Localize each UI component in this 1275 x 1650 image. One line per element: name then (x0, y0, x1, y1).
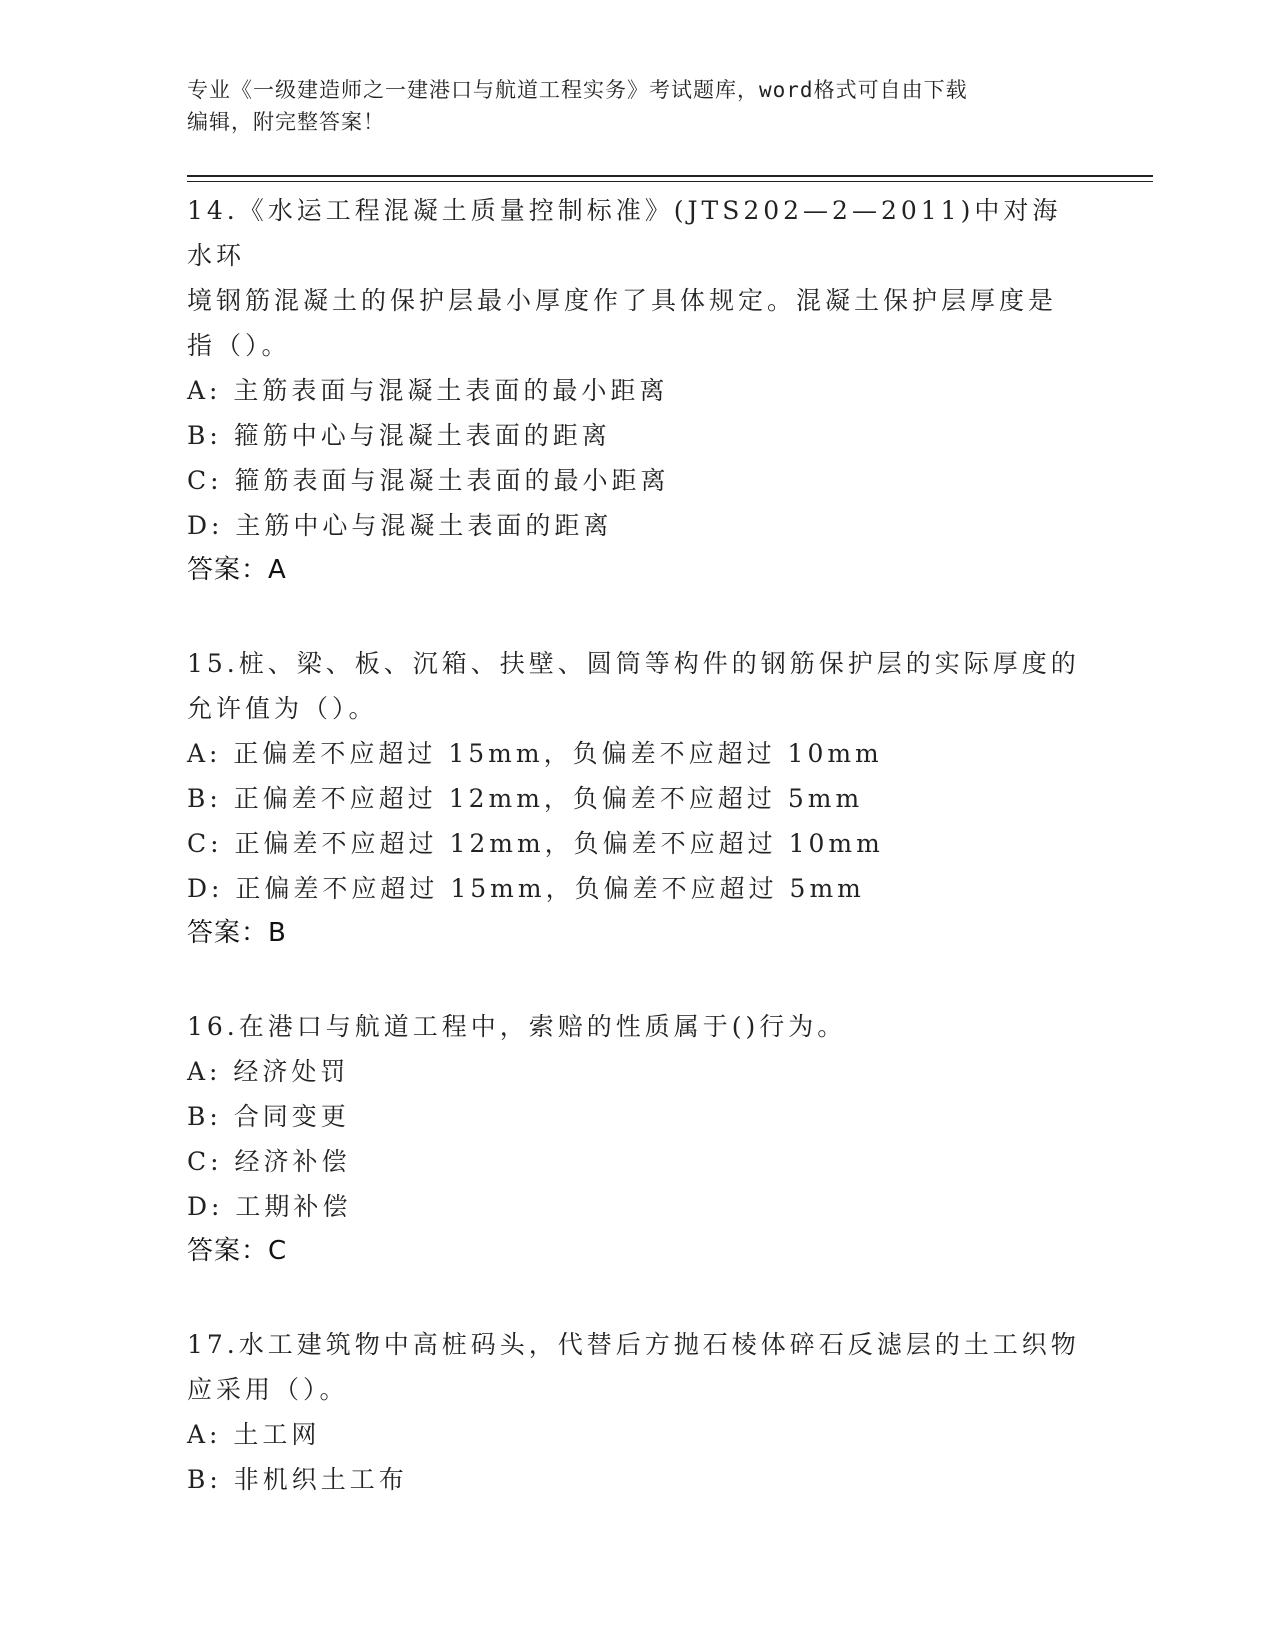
question-stem-line: 15.桩、梁、板、沉箱、扶壁、圆筒等构件的钢筋保护层的实际厚度的 (187, 649, 1080, 678)
answer-option: B: 合同变更 (187, 1102, 350, 1131)
question-stem-line: 指（）。 (187, 331, 291, 360)
question-stem-line: 境钢筋混凝土的保护层最小厚度作了具体规定。混凝土保护层厚度是 (187, 286, 1058, 315)
answer-option: D: 主筋中心与混凝土表面的距离 (187, 511, 613, 540)
answer-key: 答案：B (187, 918, 287, 948)
answer-option: B: 箍筋中心与混凝土表面的距离 (187, 421, 611, 450)
answer-option: C: 经济补偿 (187, 1147, 351, 1176)
answer-option: A: 土工网 (187, 1420, 321, 1449)
answer-option: C: 正偏差不应超过 12mm，负偏差不应超过 10mm (187, 829, 884, 858)
question-stem-line: 允许值为（）。 (187, 694, 378, 723)
answer-key: 答案：C (187, 1236, 288, 1266)
answer-option: B: 正偏差不应超过 12mm，负偏差不应超过 5mm (187, 784, 864, 813)
question-block (187, 1004, 1087, 1274)
answer-key: 答案：A (187, 555, 287, 585)
question-block (187, 188, 1087, 593)
question-stem-line: 16.在港口与航道工程中，索赔的性质属于()行为。 (187, 1012, 847, 1041)
document-header (187, 74, 1067, 138)
question-list (187, 188, 1087, 1502)
question-block (187, 641, 1087, 956)
question-block (187, 1322, 1087, 1502)
question-stem-line: 17.水工建筑物中高桩码头，代替后方抛石棱体碎石反滤层的土工织物 (187, 1330, 1080, 1359)
header-line-1: 专业《一级建造师之一建港口与航道工程实务》考试题库，word格式可自由下载 (187, 78, 968, 102)
answer-option: A: 正偏差不应超过 15mm，负偏差不应超过 10mm (187, 739, 883, 768)
answer-option: D: 正偏差不应超过 15mm，负偏差不应超过 5mm (187, 874, 865, 903)
answer-option: A: 主筋表面与混凝土表面的最小距离 (187, 376, 669, 405)
answer-option: C: 箍筋表面与混凝土表面的最小距离 (187, 466, 670, 495)
answer-option: B: 非机织土工布 (187, 1465, 408, 1494)
question-spacer (187, 1274, 1087, 1322)
header-rule-thick (187, 175, 1153, 177)
question-stem-line: 应采用（）。 (187, 1375, 349, 1404)
answer-option: A: 经济处罚 (187, 1057, 350, 1086)
question-stem-line: 14.《水运工程混凝土质量控制标准》(JTS202—2—2011)中对海水环 (187, 196, 1062, 270)
question-spacer (187, 593, 1087, 641)
header-line-2: 编辑，附完整答案！ (187, 110, 385, 134)
header-rule-thin (187, 181, 1153, 182)
answer-option: D: 工期补偿 (187, 1192, 352, 1221)
question-spacer (187, 956, 1087, 1004)
